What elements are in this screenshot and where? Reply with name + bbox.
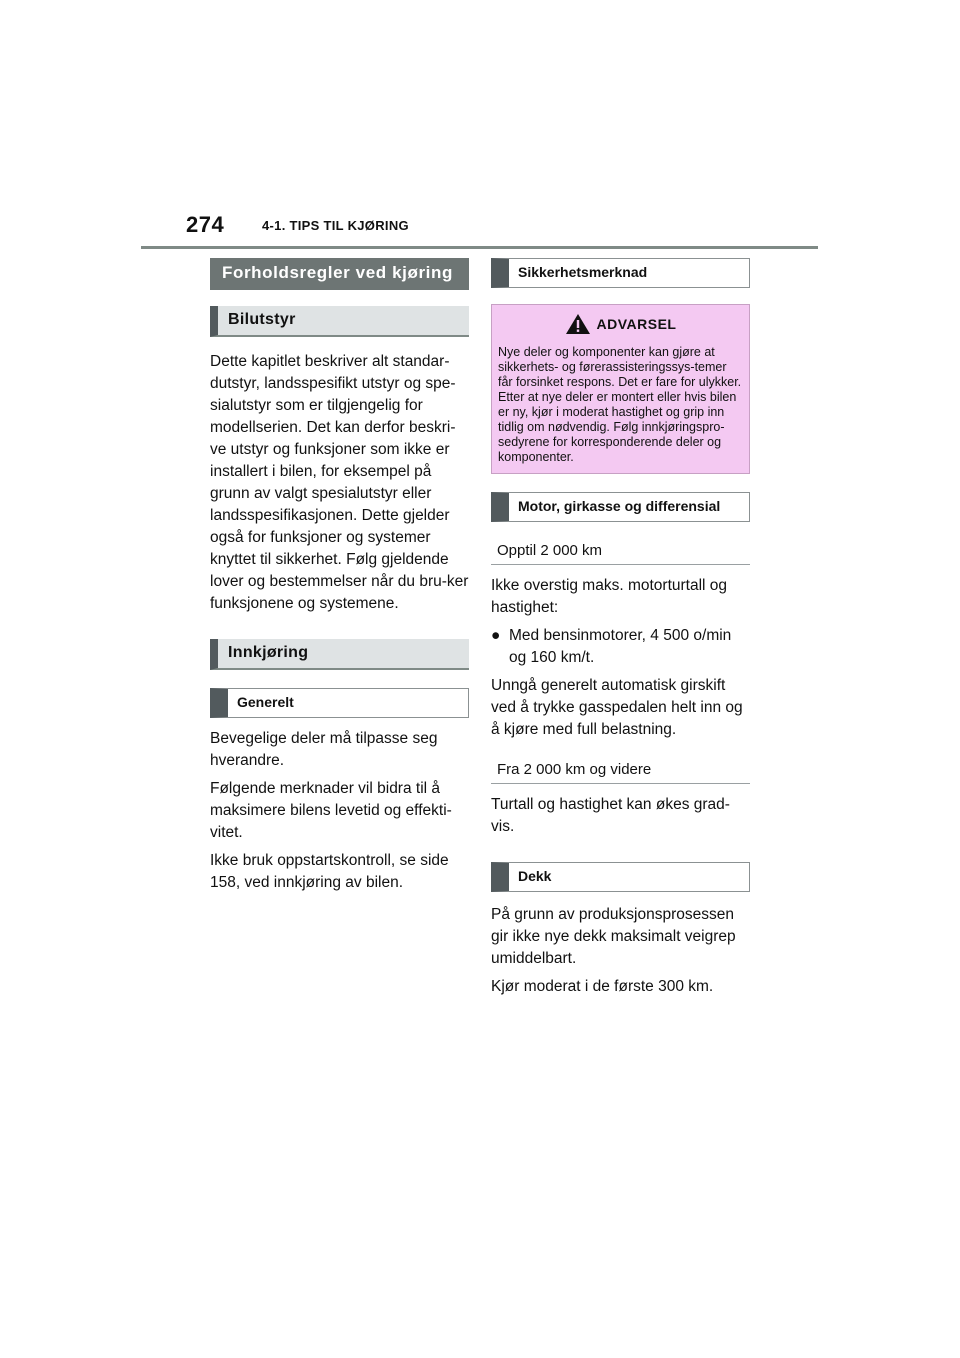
warning-title: ADVARSEL	[596, 316, 677, 332]
list-item	[491, 625, 750, 669]
paragraph-opptil-intro: Ikke overstig maks. motorturtall og hastighet:	[491, 577, 728, 616]
paragraph-dekk-1: På grunn av produksjonsprosessen gir ikke nye dekk maksimalt veigrep umiddelbart.	[491, 906, 736, 967]
left-column	[210, 258, 469, 894]
page-number: 274	[186, 212, 225, 237]
warning-header	[498, 313, 743, 335]
warning-triangle-icon	[565, 313, 591, 335]
bullet-icon: ●	[491, 627, 501, 644]
paragraph-bilutstyr: Dette kapitlet beskriver alt standar-dutstyr, landsspesifikt utstyr og spe-sialutstyr som er tilgjengelig for modellserien. Det kan derfor beskri-ve utstyr og funksjoner som ikke er installert i bilen, for eksempel på grunn av valgt spesialutstyr eller landsspesifikasjonen. Dette gjelder også for funksjoner og systemer knyttet til sikkerhet. Følg gjeldende lover og bestemmelser når du bru-ker funksjonene og systemene.	[210, 353, 469, 612]
right-column	[491, 258, 750, 998]
heading-fra: Fra 2 000 km og videre	[491, 759, 750, 784]
paragraph-dekk-2: Kjør moderat i de første 300 km.	[491, 978, 714, 995]
heading-bilutstyr: Bilutstyr	[210, 306, 469, 337]
warning-box	[491, 304, 750, 474]
heading-innkjoring: Innkjøring	[210, 639, 469, 670]
heading-sikkerhetsmerknad: Sikkerhetsmerknad	[491, 258, 750, 288]
heading-generelt: Generelt	[210, 688, 469, 718]
heading-opptil: Opptil 2 000 km	[491, 540, 750, 565]
heading-motor: Motor, girkasse og differensial	[491, 492, 750, 522]
paragraph-opptil-after: Unngå generelt automatisk girskift ved å trykke gasspedalen helt inn og å kjøre med full belastning.	[491, 677, 743, 738]
paragraph-generelt-2: Følgende merknader vil bidra til å maksimere bilens levetid og effekti-vitet.	[210, 780, 452, 841]
page-header	[141, 210, 818, 249]
paragraph-generelt-3: Ikke bruk oppstartskontroll, se side 158, ved innkjøring av bilen.	[210, 852, 449, 891]
chapter-title: Forholdsregler ved kjøring	[210, 258, 469, 290]
paragraph-fra: Turtall og hastighet kan økes grad-vis.	[491, 796, 730, 835]
bullet-text: Med bensinmotorer, 4 500 o/min og 160 km/t.	[509, 627, 732, 666]
section-label: 4-1. TIPS TIL KJØRING	[262, 218, 409, 233]
warning-text: Nye deler og komponenter kan gjøre at sikkerhets- og førerassisteringssys-temer får forsinket respons. Det er fare for ulykker. Etter at nye deler er montert eller hvis bilen er ny, kjør i moderat hastighet og grip inn tidlig om nødvendig. Følg innkjøringspro-sedyrene for korresponderende deler og komponenter.	[498, 345, 742, 464]
heading-dekk: Dekk	[491, 862, 750, 892]
paragraph-generelt-1: Bevegelige deler må tilpasse seg hverandre.	[210, 730, 438, 769]
